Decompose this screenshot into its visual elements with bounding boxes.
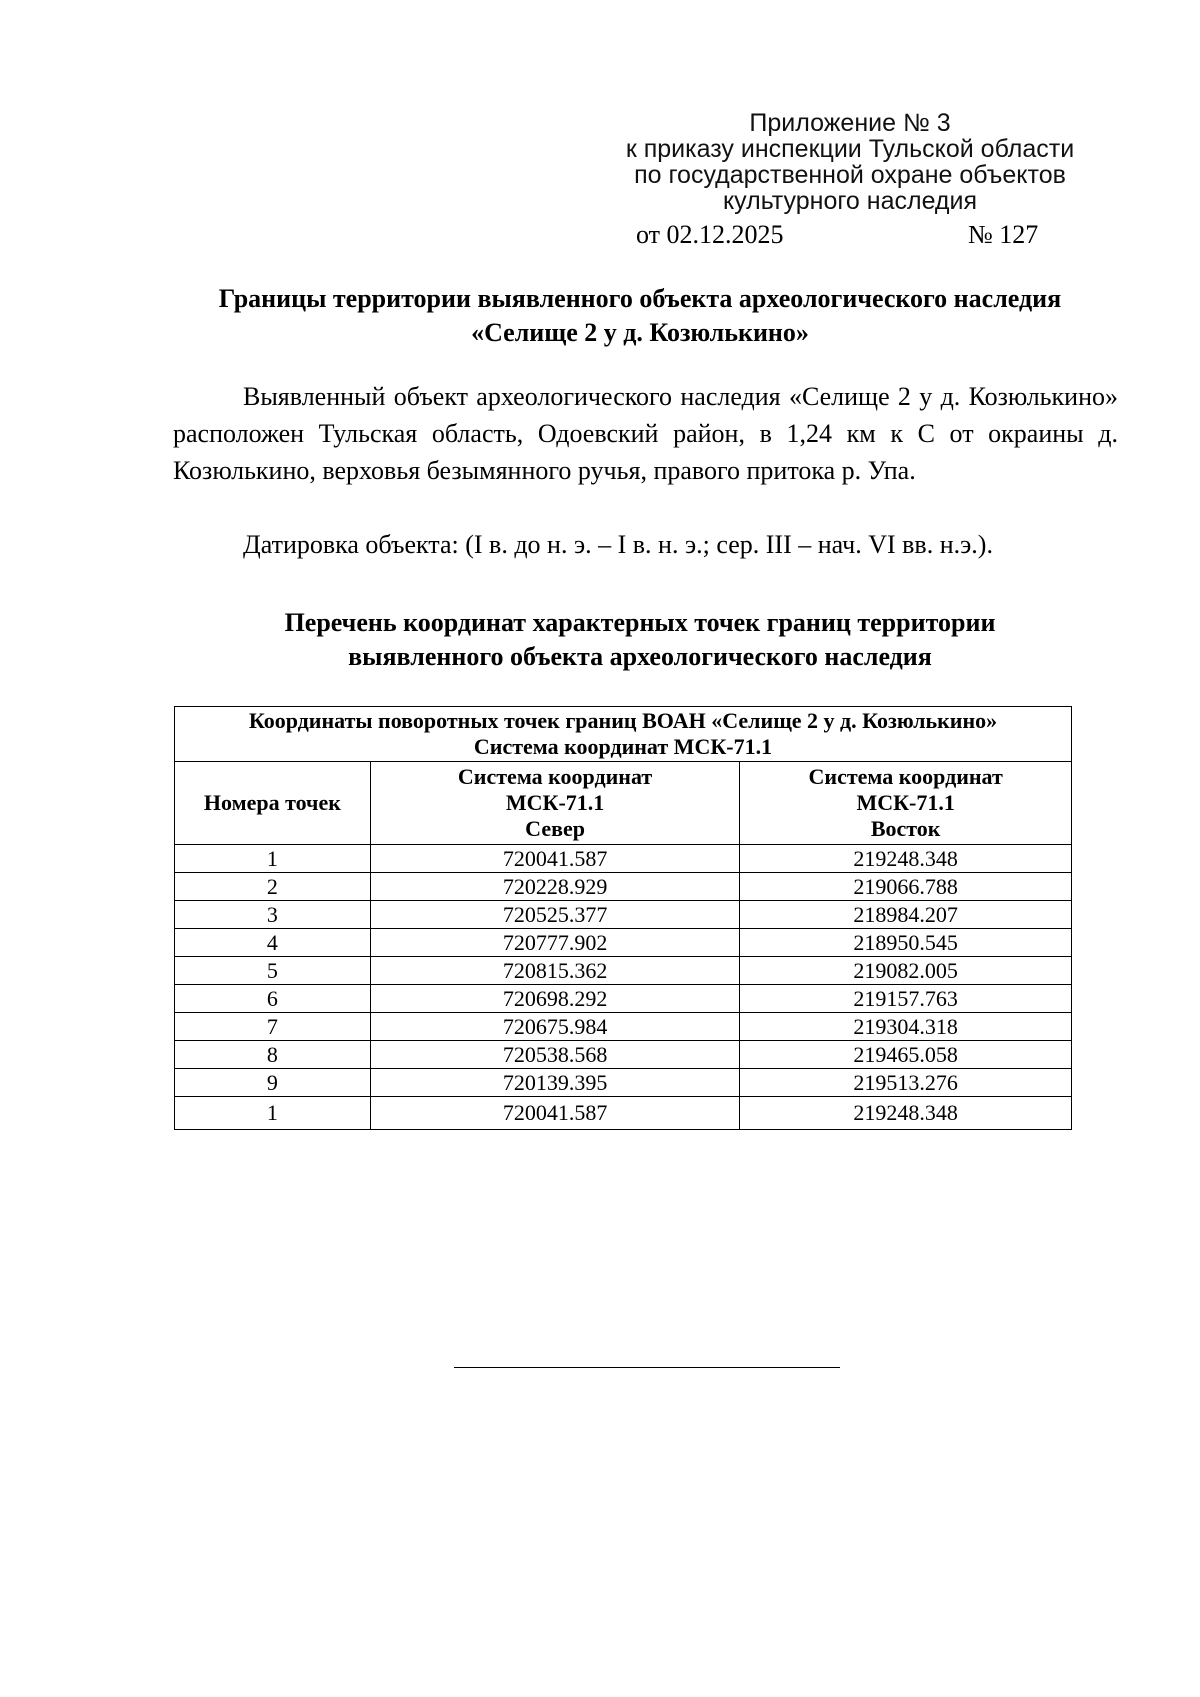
north-cell: 720538.568: [370, 1041, 740, 1069]
table-row: [175, 957, 1072, 985]
north-cell: 720777.902: [370, 929, 740, 957]
point-number-cell: 7: [175, 1013, 371, 1041]
location-paragraph: Выявленный объект археологического наследия «Селище 2 у д. Козюлькино» расположен Тульская область, Одоевский район, в 1,24 км к С от окраины д. Козюлькино, верховья безымянного ручья, правого притока р. Упа.: [173, 382, 1118, 485]
order-date: от 02.12.2025: [636, 220, 784, 249]
north-cell: 720525.377: [370, 901, 740, 929]
north-cell: 720139.395: [370, 1069, 740, 1097]
table-row: [175, 901, 1072, 929]
table-row: [175, 1097, 1072, 1130]
column-header-line: Система координат: [457, 764, 653, 789]
east-cell: 218984.207: [740, 901, 1072, 929]
coordinates-title-line: выявленного объекта археологического наследия: [348, 642, 932, 671]
coordinates-table: [174, 706, 1072, 1130]
appendix-line: Приложение № 3: [749, 109, 951, 137]
order-number: № 127: [968, 220, 1039, 249]
point-number-cell: 8: [175, 1041, 371, 1069]
point-number-cell: 6: [175, 985, 371, 1013]
point-number-cell: 3: [175, 901, 371, 929]
appendix-header: [600, 110, 1100, 214]
point-number-cell: 1: [175, 1097, 371, 1130]
table-row: [175, 845, 1072, 873]
document-title: [160, 282, 1120, 350]
north-cell: 720228.929: [370, 873, 740, 901]
table-caption-line: Система координат МСК-71.1: [473, 734, 773, 759]
document-title-line: «Селище 2 у д. Козюлькино»: [471, 318, 809, 347]
signature-divider: [454, 1367, 840, 1368]
north-cell: 720698.292: [370, 985, 740, 1013]
north-cell: 720041.587: [370, 845, 740, 873]
column-header-line: Система координат: [808, 764, 1003, 789]
appendix-line: по государственной охране объектов: [634, 161, 1066, 189]
north-cell: 720675.984: [370, 1013, 740, 1041]
east-cell: 219304.318: [740, 1013, 1072, 1041]
appendix-line: культурного наследия: [722, 187, 978, 215]
east-cell: 219513.276: [740, 1069, 1072, 1097]
table-caption: [175, 707, 1072, 762]
point-number-cell: 9: [175, 1069, 371, 1097]
table-row: [175, 985, 1072, 1013]
table-row: [175, 873, 1072, 901]
east-cell: 219082.005: [740, 957, 1072, 985]
point-number-cell: 1: [175, 845, 371, 873]
column-header-north: [370, 762, 740, 845]
east-cell: 219066.788: [740, 873, 1072, 901]
point-number-cell: 4: [175, 929, 371, 957]
east-cell: 219248.348: [740, 1097, 1072, 1130]
appendix-line: к приказу инспекции Тульской области: [625, 135, 1075, 163]
east-cell: 219157.763: [740, 985, 1072, 1013]
table-caption-line: Координаты поворотных точек границ ВОАН «Селище 2 у д. Козюлькино»: [248, 708, 998, 733]
point-number-cell: 2: [175, 873, 371, 901]
point-number-cell: 5: [175, 957, 371, 985]
column-header-point-number: Номера точек: [175, 762, 371, 845]
north-cell: 720041.587: [370, 1097, 740, 1130]
document-title-line: Границы территории выявленного объекта археологического наследия: [218, 284, 1062, 313]
column-header-east: [740, 762, 1072, 845]
east-cell: 218950.545: [740, 929, 1072, 957]
table-row: [175, 929, 1072, 957]
east-cell: 219248.348: [740, 845, 1072, 873]
east-cell: 219465.058: [740, 1041, 1072, 1069]
table-row: [175, 1041, 1072, 1069]
column-header-line: МСК-71.1: [505, 790, 605, 815]
column-header-line: Север: [525, 816, 585, 841]
column-header-line: Восток: [870, 816, 941, 841]
table-row: [175, 1069, 1072, 1097]
north-cell: 720815.362: [370, 957, 740, 985]
column-header-line: МСК-71.1: [856, 790, 955, 815]
dating-paragraph: Датировка объекта: (I в. до н. э. – I в. н. э.; сер. III – нач. VI вв. н.э.).: [243, 530, 993, 559]
coordinates-title-line: Перечень координат характерных точек границ территории: [284, 608, 996, 637]
table-row: [175, 1013, 1072, 1041]
coordinates-title: [160, 606, 1120, 674]
